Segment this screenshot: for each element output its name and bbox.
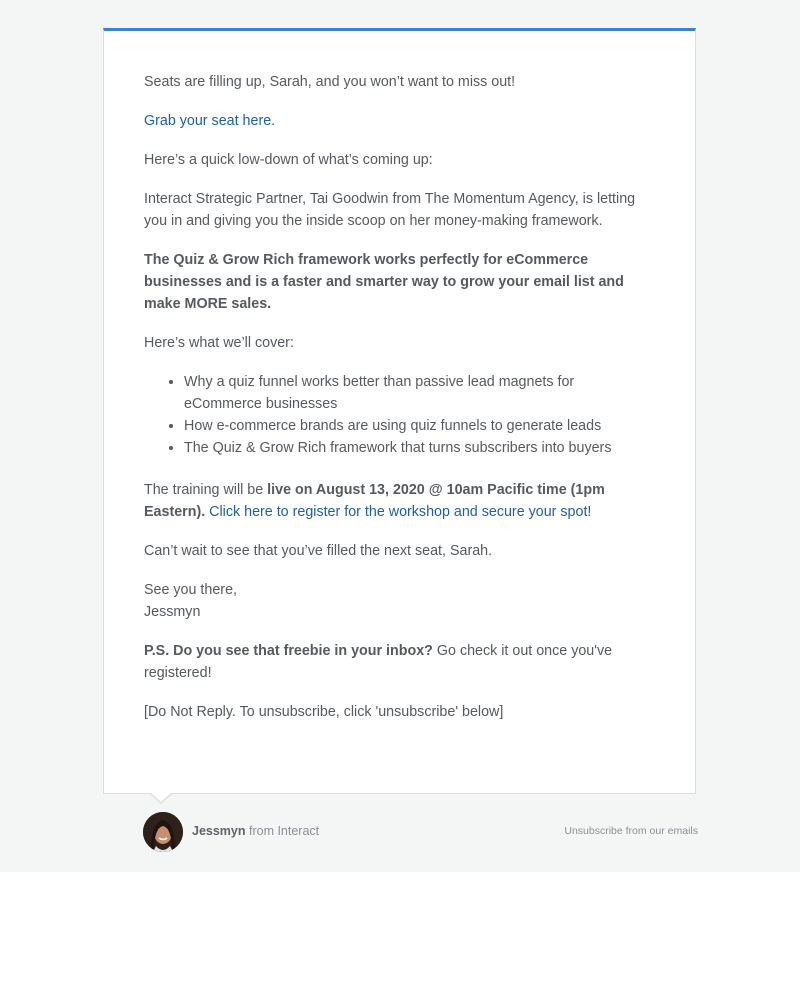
training-prefix: The training will be [144,482,268,498]
email-footer [143,812,698,852]
cover-list [144,371,654,459]
avatar [143,812,183,852]
list-item: • How e-commerce brands are using quiz funnels to generate leads [184,415,654,437]
sender-name: Jessmyn [192,824,246,838]
grab-seat-paragraph [144,110,654,132]
email-card [103,28,696,794]
signoff-text: See you there, [144,582,237,598]
cover-heading: Here’s what we’ll cover: [144,335,294,351]
intro-paragraph: Seats are filling up, Sarah, and you won’t want to miss out! [144,74,516,90]
signoff-paragraph [144,579,654,623]
grab-seat-link[interactable]: Grab your seat here. [144,113,276,129]
register-link[interactable]: Click here to register for the workshop and secure your spot! [209,504,592,520]
partner-paragraph: Interact Strategic Partner, Tai Goodwin from The Momentum Agency, is letting you in and giving you the inside scoop on her money-making framework. [144,191,636,229]
next-seat-paragraph: Can’t wait to see that you’ve filled the next seat, Sarah. [144,543,493,559]
training-paragraph [144,479,654,523]
ps-paragraph [144,640,654,684]
sender-line [192,824,319,838]
signature-text: Jessmyn [144,604,201,620]
list-item: • The Quiz & Grow Rich framework that turns subscribers into buyers [184,437,654,459]
framework-paragraph: The Quiz & Grow Rich framework works perfectly for eCommerce businesses and is a faster and smarter way to grow your email list and make MORE sales. [144,252,624,312]
unsubscribe-link[interactable]: Unsubscribe from our emails [564,825,698,837]
disclaimer-paragraph: [Do Not Reply. To unsubscribe, click 'unsubscribe' below] [144,704,504,720]
training-date: live on August 13, 2020 @ 10am Pacific time (1pm Eastern). [144,482,605,520]
list-item: • Why a quiz funnel works better than passive lead magnets for eCommerce businesses [184,371,654,415]
sender-from: from Interact [245,824,320,838]
lowdown-paragraph: Here’s a quick low-down of what’s coming up: [144,152,433,168]
card-pointer-fill [151,793,171,802]
ps-bold-text: P.S. Do you see that freebie in your inbox? [144,643,433,659]
email-body [144,71,654,740]
ps-rest-text: Go check it out once you've registered! [144,643,613,681]
